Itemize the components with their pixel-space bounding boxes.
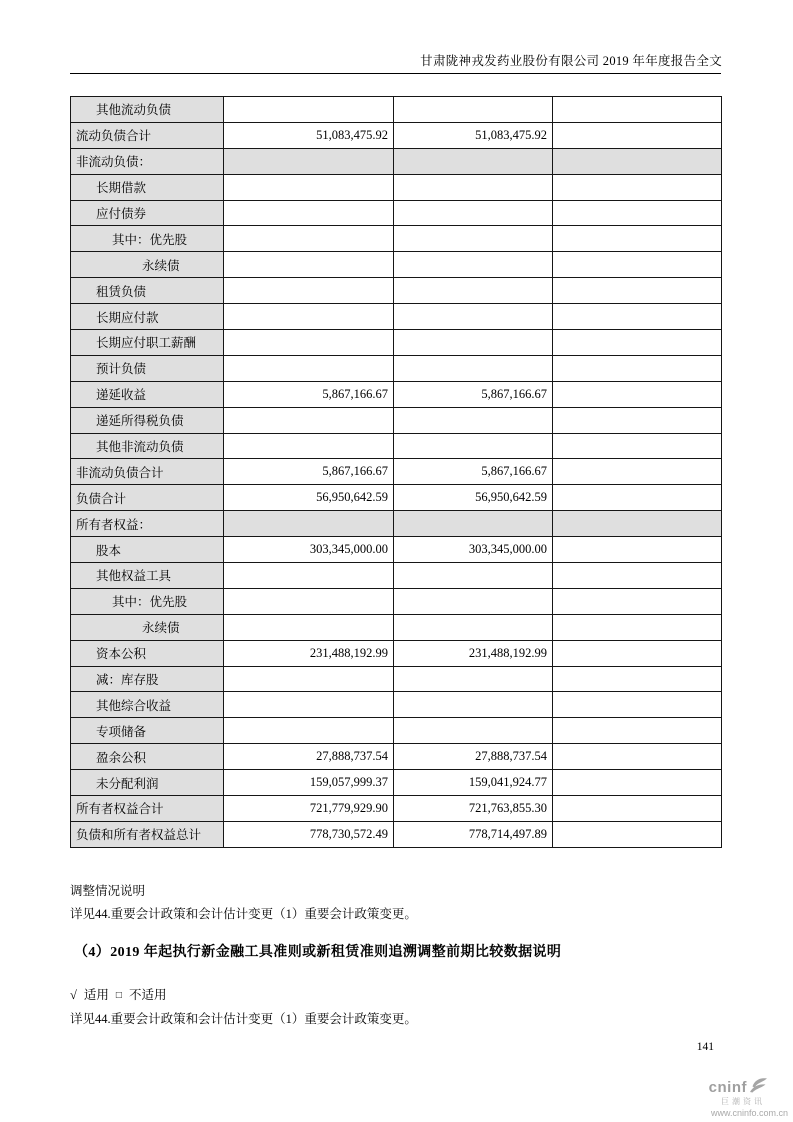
- row-value-col3: [553, 588, 722, 614]
- balance-sheet-table: [70, 96, 722, 848]
- adjustment-note-title: 调整情况说明: [70, 884, 146, 898]
- row-label: 资本公积: [71, 640, 224, 666]
- row-value-col1: [224, 97, 394, 123]
- row-value-col1: 51,083,475.92: [224, 122, 394, 148]
- cninfo-url-text: www.cninfo.com.cn: [710, 1108, 788, 1118]
- row-label: 预计负债: [71, 355, 224, 381]
- row-label: 其中：优先股: [71, 588, 224, 614]
- table-row: [71, 459, 722, 485]
- row-value-col3: [553, 485, 722, 511]
- adjustment-note-reference: 详见44.重要会计政策和会计估计变更（1）重要会计政策变更。: [70, 907, 417, 921]
- row-value-col1: 303,345,000.00: [224, 537, 394, 563]
- table-row: [71, 744, 722, 770]
- row-value-col2: [394, 433, 553, 459]
- row-value-col2: [394, 252, 553, 278]
- row-value-col3: [553, 511, 722, 537]
- row-value-col1: [224, 511, 394, 537]
- row-value-col3: [553, 459, 722, 485]
- row-label: 其他权益工具: [71, 563, 224, 589]
- row-label: 所有者权益合计: [71, 796, 224, 822]
- row-value-col1: [224, 252, 394, 278]
- row-label: 流动负债合计: [71, 122, 224, 148]
- row-value-col1: [224, 588, 394, 614]
- row-value-col3: [553, 174, 722, 200]
- row-label: 所有者权益：: [71, 511, 224, 537]
- row-value-col3: [553, 666, 722, 692]
- row-value-col1: 5,867,166.67: [224, 459, 394, 485]
- row-value-col3: [553, 692, 722, 718]
- row-value-col2: [394, 718, 553, 744]
- table-row: [71, 666, 722, 692]
- table-row: [71, 122, 722, 148]
- row-value-col2: [394, 97, 553, 123]
- table-row: [71, 614, 722, 640]
- row-label: 未分配利润: [71, 770, 224, 796]
- table-row: [71, 148, 722, 174]
- row-value-col2: 56,950,642.59: [394, 485, 553, 511]
- table-row: [71, 200, 722, 226]
- page-number: 141: [696, 1041, 714, 1053]
- row-value-col1: [224, 330, 394, 356]
- cninfo-chinese-text: 巨潮资讯: [721, 1097, 765, 1106]
- row-value-col2: [394, 692, 553, 718]
- check-mark-icon: √: [70, 988, 77, 1002]
- row-value-col1: [224, 148, 394, 174]
- row-value-col1: [224, 718, 394, 744]
- applicability-line: [70, 985, 166, 1003]
- row-label: 负债和所有者权益总计: [71, 821, 224, 847]
- row-value-col2: [394, 174, 553, 200]
- row-value-col2: 5,867,166.67: [394, 459, 553, 485]
- row-value-col3: [553, 381, 722, 407]
- row-label: 永续债: [71, 252, 224, 278]
- row-value-col3: [553, 640, 722, 666]
- table-row: [71, 640, 722, 666]
- row-label: 长期应付职工薪酬: [71, 330, 224, 356]
- row-value-col1: [224, 407, 394, 433]
- checkbox-icon: □: [115, 990, 122, 1001]
- row-label: 非流动负债合计: [71, 459, 224, 485]
- row-value-col3: [553, 614, 722, 640]
- row-value-col3: [553, 744, 722, 770]
- row-value-col2: [394, 148, 553, 174]
- row-value-col1: [224, 355, 394, 381]
- row-value-col1: [224, 226, 394, 252]
- row-value-col1: [224, 200, 394, 226]
- row-value-col2: [394, 666, 553, 692]
- row-value-col1: 5,867,166.67: [224, 381, 394, 407]
- row-value-col2: 778,714,497.89: [394, 821, 553, 847]
- row-value-col3: [553, 433, 722, 459]
- row-value-col1: [224, 614, 394, 640]
- table-row: [71, 407, 722, 433]
- row-value-col3: [553, 304, 722, 330]
- row-value-col3: [553, 821, 722, 847]
- row-value-col2: 159,041,924.77: [394, 770, 553, 796]
- table-row: [71, 692, 722, 718]
- row-value-col3: [553, 407, 722, 433]
- row-value-col2: [394, 304, 553, 330]
- row-value-col1: [224, 563, 394, 589]
- row-label: 盈余公积: [71, 744, 224, 770]
- row-value-col3: [553, 537, 722, 563]
- table-row: [71, 563, 722, 589]
- table-row: [71, 433, 722, 459]
- row-label: 其他流动负债: [71, 97, 224, 123]
- row-value-col3: [553, 770, 722, 796]
- row-label: 递延收益: [71, 381, 224, 407]
- row-label: 应付债券: [71, 200, 224, 226]
- row-label: 递延所得税负债: [71, 407, 224, 433]
- row-value-col1: 778,730,572.49: [224, 821, 394, 847]
- row-value-col1: 231,488,192.99: [224, 640, 394, 666]
- table-row: [71, 304, 722, 330]
- row-value-col3: [553, 563, 722, 589]
- row-value-col2: 27,888,737.54: [394, 744, 553, 770]
- applicable-label: 适用: [83, 988, 109, 1002]
- table-row: [71, 97, 722, 123]
- row-label: 长期应付款: [71, 304, 224, 330]
- row-value-col2: [394, 355, 553, 381]
- table-row: [71, 226, 722, 252]
- row-value-col3: [553, 148, 722, 174]
- row-value-col3: [553, 796, 722, 822]
- table-row: [71, 821, 722, 847]
- table-row: [71, 330, 722, 356]
- table-row: [71, 252, 722, 278]
- row-value-col1: [224, 692, 394, 718]
- row-value-col3: [553, 122, 722, 148]
- row-value-col3: [553, 252, 722, 278]
- row-label: 股本: [71, 537, 224, 563]
- section-note-reference: 详见44.重要会计政策和会计估计变更（1）重要会计政策变更。: [70, 1012, 417, 1026]
- row-value-col2: 231,488,192.99: [394, 640, 553, 666]
- table-row: [71, 796, 722, 822]
- row-value-col2: [394, 330, 553, 356]
- row-value-col2: [394, 614, 553, 640]
- report-header-title: 甘肃陇神戎发药业股份有限公司 2019 年年度报告全文: [420, 54, 722, 68]
- row-label: 减：库存股: [71, 666, 224, 692]
- table-row: [71, 511, 722, 537]
- row-value-col2: [394, 226, 553, 252]
- table-row: [71, 588, 722, 614]
- row-value-col3: [553, 200, 722, 226]
- row-value-col1: [224, 304, 394, 330]
- row-label: 专项储备: [71, 718, 224, 744]
- row-value-col2: [394, 200, 553, 226]
- row-value-col1: 27,888,737.54: [224, 744, 394, 770]
- row-value-col1: [224, 666, 394, 692]
- balance-sheet-body: [71, 97, 722, 848]
- table-row: [71, 537, 722, 563]
- row-value-col1: 721,779,929.90: [224, 796, 394, 822]
- table-row: [71, 381, 722, 407]
- row-value-col3: [553, 355, 722, 381]
- table-row: [71, 278, 722, 304]
- row-label: 租赁负债: [71, 278, 224, 304]
- table-row: [71, 718, 722, 744]
- row-value-col1: 56,950,642.59: [224, 485, 394, 511]
- table-row: [71, 355, 722, 381]
- table-row: [71, 174, 722, 200]
- row-value-col2: [394, 407, 553, 433]
- row-value-col2: 303,345,000.00: [394, 537, 553, 563]
- row-value-col1: [224, 278, 394, 304]
- row-value-col1: [224, 174, 394, 200]
- row-value-col3: [553, 330, 722, 356]
- row-value-col2: 5,867,166.67: [394, 381, 553, 407]
- table-row: [71, 770, 722, 796]
- row-value-col2: 51,083,475.92: [394, 122, 553, 148]
- cninfo-logo: [709, 1076, 788, 1118]
- row-label: 其中：优先股: [71, 226, 224, 252]
- row-value-col1: [224, 433, 394, 459]
- section-heading: （4）2019 年起执行新金融工具准则或新租赁准则追溯调整前期比较数据说明: [74, 945, 562, 960]
- row-value-col3: [553, 718, 722, 744]
- row-label: 永续债: [71, 614, 224, 640]
- row-label: 负债合计: [71, 485, 224, 511]
- row-value-col2: [394, 588, 553, 614]
- header-divider: [70, 73, 721, 74]
- cninfo-logo-row: [709, 1076, 768, 1098]
- row-value-col1: 159,057,999.37: [224, 770, 394, 796]
- row-value-col2: [394, 511, 553, 537]
- table-row: [71, 485, 722, 511]
- row-value-col2: [394, 563, 553, 589]
- row-label: 非流动负债：: [71, 148, 224, 174]
- row-label: 其他非流动负债: [71, 433, 224, 459]
- row-label: 其他综合收益: [71, 692, 224, 718]
- row-value-col3: [553, 226, 722, 252]
- cninfo-brand-text: cninf: [708, 1078, 747, 1096]
- row-value-col3: [553, 278, 722, 304]
- row-value-col3: [553, 97, 722, 123]
- row-label: 长期借款: [71, 174, 224, 200]
- row-value-col2: [394, 278, 553, 304]
- cninfo-swirl-icon: [749, 1076, 768, 1098]
- not-applicable-label: 不适用: [128, 988, 167, 1002]
- row-value-col2: 721,763,855.30: [394, 796, 553, 822]
